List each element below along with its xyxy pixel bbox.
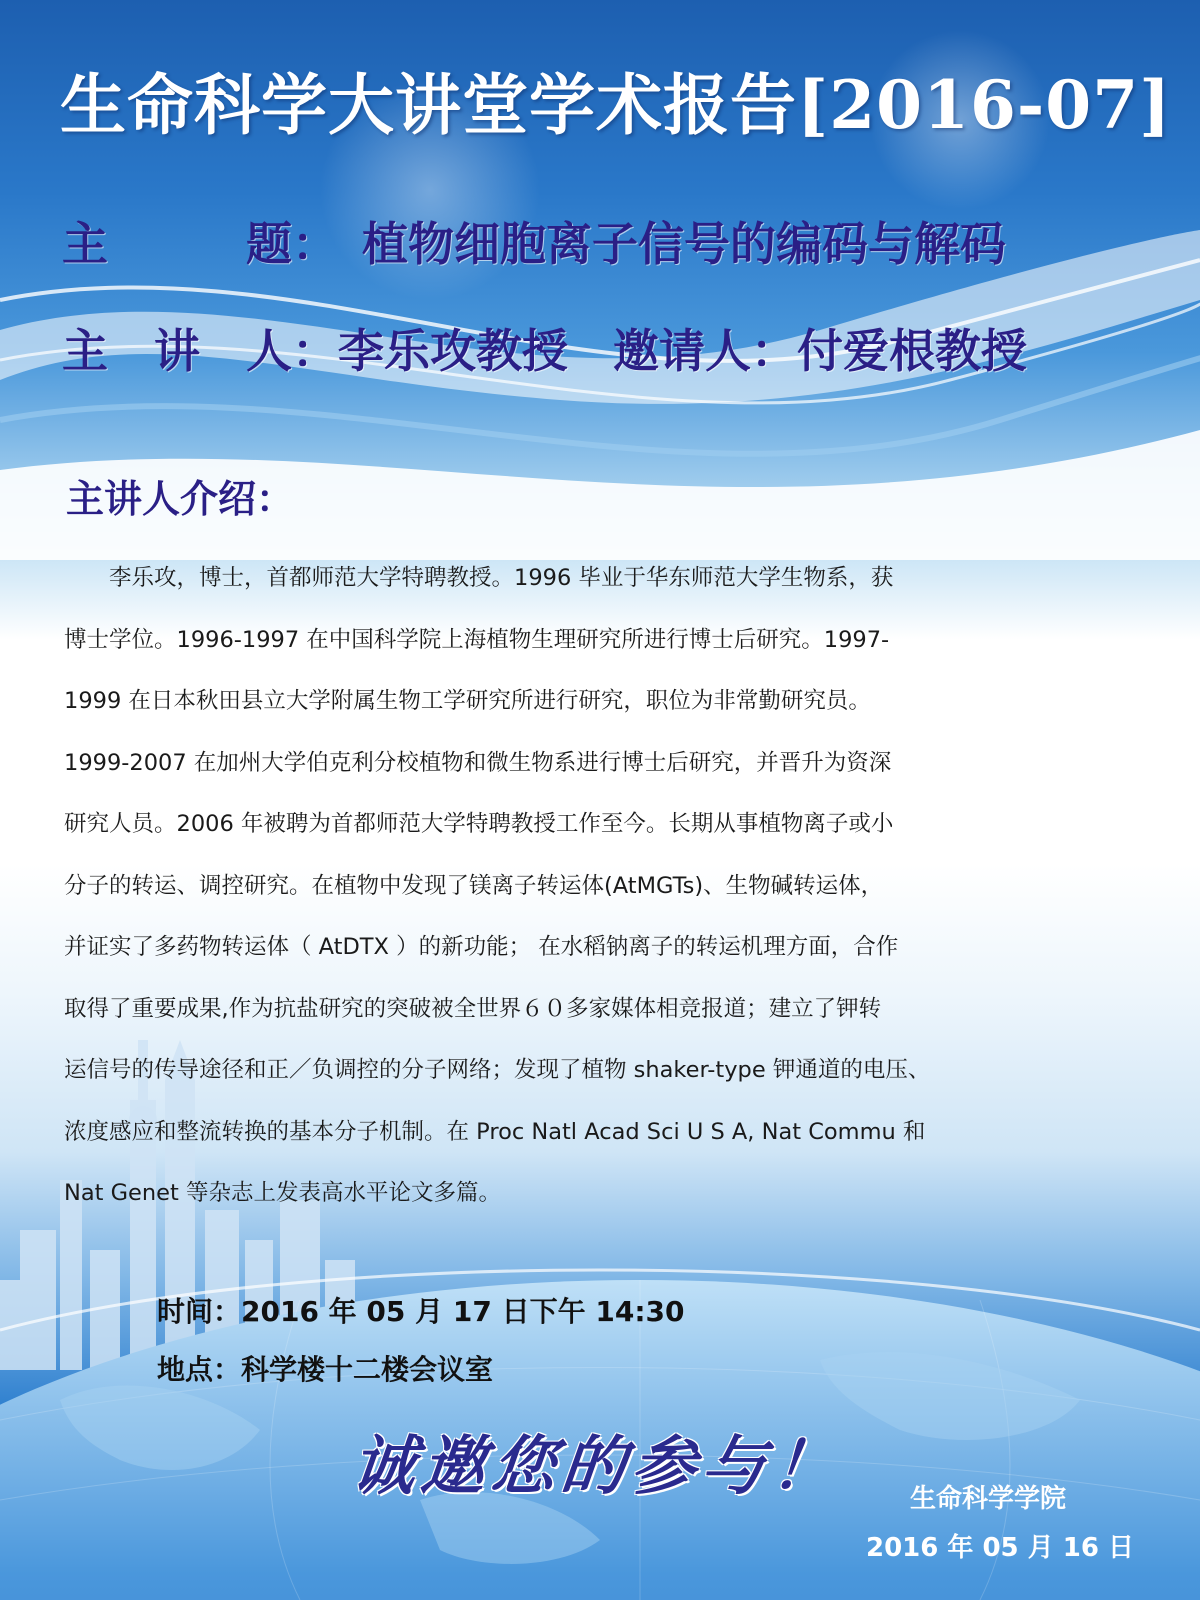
bio-line: 并证实了多药物转运体（ AtDTX ）的新功能； 在水稻钠离子的转运机理方面，合作 — [64, 934, 899, 960]
event-time: 时间：2016 年 05 月 17 日下午 14:30 — [157, 1295, 685, 1328]
bio-line: 1999 在日本秋田县立大学附属生物工学研究所进行研究，职位为非常勤研究员。 — [64, 688, 871, 714]
speaker-row — [62, 315, 1027, 381]
bio-line: 研究人员。2006 年被聘为首都师范大学特聘教授工作至今。长期从事植物离子或小 — [64, 811, 894, 837]
organizer: 生命科学学院 — [910, 1484, 1067, 1514]
event-place: 地点：科学楼十二楼会议室 — [157, 1353, 494, 1386]
speaker-label: 主 讲 人： — [62, 324, 338, 378]
bio-line: 取得了重要成果,作为抗盐研究的突破被全世界６０多家媒体相竞报道；建立了钾转 — [64, 995, 882, 1022]
page-title: 生命科学大讲堂学术报告[2016-07] — [60, 66, 1172, 144]
topic-value: 植物细胞离子信号的编码与解码 — [362, 217, 1006, 271]
speaker-bio — [64, 548, 1124, 1225]
bio-line: 李乐攻，博士，首都师范大学特聘教授。1996 毕业于华东师范大学生物系，获 — [64, 565, 894, 591]
speaker-value: 李乐攻教授 — [338, 324, 568, 378]
invitation-text: 诚邀您的参与！ — [347, 1429, 846, 1504]
bio-line: 运信号的传导途径和正／负调控的分子网络；发现了植物 shaker-type 钾通道的电压、 — [64, 1057, 931, 1083]
bio-line: Nat Genet 等杂志上发表高水平论文多篇。 — [64, 1180, 501, 1206]
inviter-value: 付爱根教授 — [797, 324, 1027, 378]
topic-label: 主 题： — [62, 217, 338, 271]
speaker-intro-heading: 主讲人介绍： — [66, 477, 295, 521]
inviter-label: 邀请人： — [613, 324, 797, 378]
bio-line: 分子的转运、调控研究。在植物中发现了镁离子转运体(AtMGTs)、生物碱转运体， — [64, 872, 884, 899]
bio-line: 博士学位。1996-1997 在中国科学院上海植物生理研究所进行博士后研究。1997- — [64, 626, 890, 653]
bio-line: 浓度感应和整流转换的基本分子机制。在 Proc Natl Acad Sci U S A, Nat Commu 和 — [64, 1118, 926, 1145]
bio-line: 1999-2007 在加州大学伯克利分校植物和微生物系进行博士后研究，并晋升为资深 — [64, 749, 892, 776]
issue-date: 2016 年 05 月 16 日 — [866, 1533, 1134, 1563]
topic-row — [62, 208, 1006, 274]
